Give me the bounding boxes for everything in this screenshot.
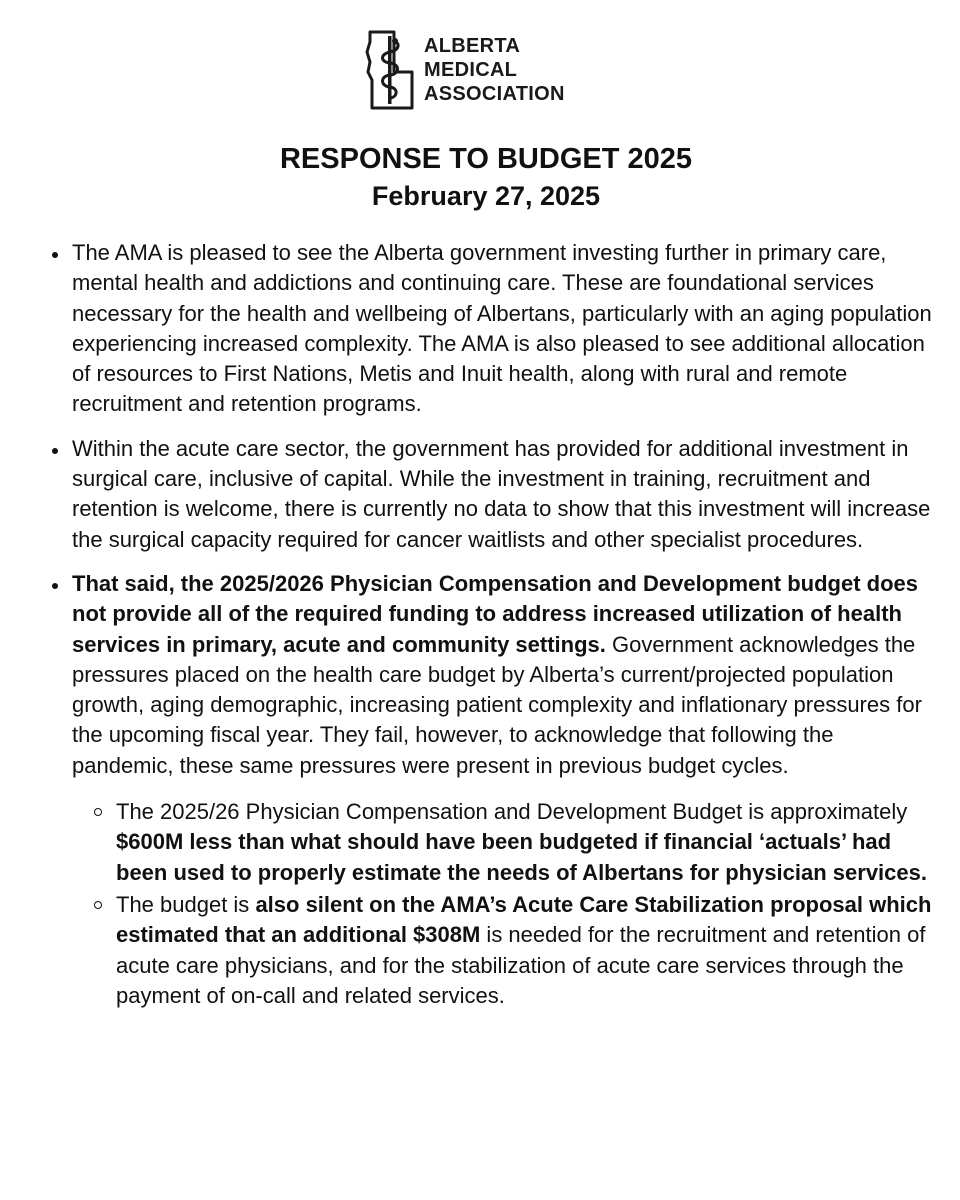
sub-bullet-bold-text: also silent on the AMA’s Acute Care Stabilization proposal which estimated that an additional $308M — [116, 891, 932, 948]
logo-line-3: ASSOCIATION — [424, 83, 565, 105]
logo-wordmark — [424, 34, 565, 106]
bullet-text: Within the acute care sector, the government has provided for additional investment in surgical care, inclusive of capital. While the investment in training, recruitment and retention is welcome, there is currently no data to show that this investment will increase the surgical capacity required for cancer waitlists and other specialist procedures. — [72, 435, 931, 552]
document-body — [48, 238, 938, 1025]
sub-bullet-text: The budget is — [116, 891, 256, 917]
bullet-bold-text: That said, the 2025/2026 Physician Compensation and Development budget does not provide all of the required funding to address increased utilization of health services in primary, acute and community settings. — [72, 570, 919, 657]
ama-logo — [364, 28, 565, 112]
bullet-text: Government acknowledges the pressures placed on the health care budget by Alberta’s current/projected population growth, aging demographic, increasing patient complexity and inflationary pressures for the upcoming fiscal year. They fail, however, to acknowledge that following the pandemic, these same pressures were present in previous budget cycles. — [72, 631, 922, 778]
document-date: February 27, 2025 — [371, 181, 601, 211]
page-title: RESPONSE TO BUDGET 2025 — [279, 143, 693, 175]
sub-bullet-item-600m — [72, 797, 938, 888]
bullet-list — [48, 238, 938, 1011]
bullet-item-physician-budget — [48, 569, 938, 1011]
sub-bullet-text-end: is needed for the recruitment and retention of acute care physicians, and for the stabilization of acute care services through the payment of on-call and related services. — [116, 922, 926, 1008]
sub-bullet-text: The 2025/26 Physician Compensation and Development Budget is approximately — [116, 799, 908, 825]
sub-bullet-bold-text: $600M less than what should have been budgeted if financial ‘actuals’ had been used to properly estimate the needs of Albertans for physician services. — [116, 829, 927, 885]
logo-line-1: ALBERTA — [424, 35, 521, 57]
bullet-text: The AMA is pleased to see the Alberta government investing further in primary care, mental health and addictions and continuing care. These are foundational services necessary for the health and wellbeing of Albertans, particularly with an aging population experiencing increased complexity. The AMA is also pleased to see additional allocation of resources to First Nations, Metis and Inuit health, along with rural and remote recruitment and retention programs. — [72, 240, 932, 417]
logo-line-2: MEDICAL — [424, 59, 518, 81]
sub-bullet-list — [72, 797, 938, 1011]
bullet-item-acute-care — [48, 434, 938, 555]
alberta-staff-of-asclepius-logo-icon — [364, 28, 418, 112]
bullet-item-primary-care — [48, 238, 938, 420]
sub-bullet-item-308m — [72, 890, 938, 1011]
